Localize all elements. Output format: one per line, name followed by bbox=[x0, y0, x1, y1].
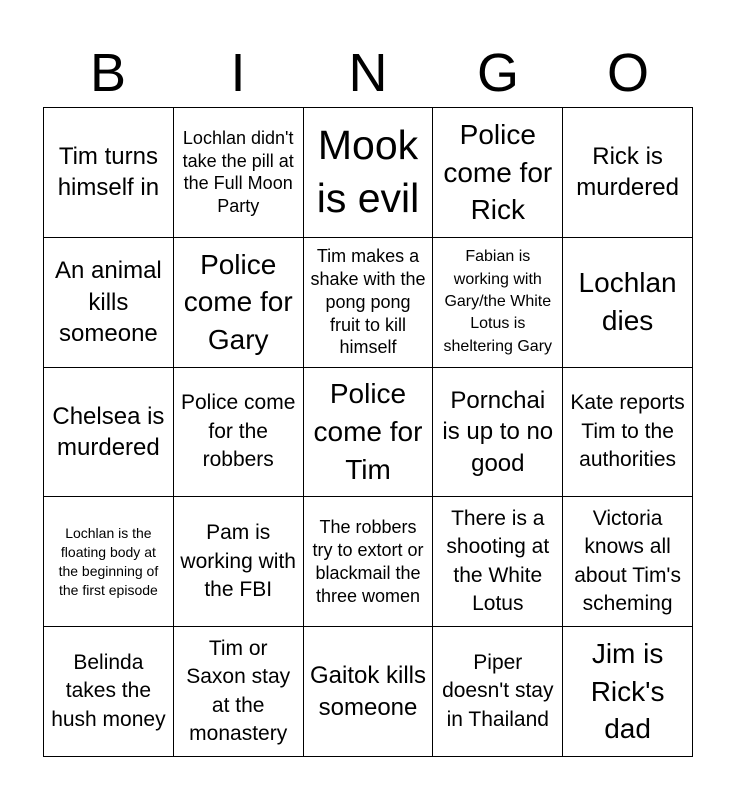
bingo-cell[interactable]: Pornchai is up to no good bbox=[433, 368, 563, 498]
bingo-cell[interactable]: Gaitok kills someone bbox=[304, 627, 434, 757]
header-letter-g: G bbox=[476, 43, 519, 103]
header-letter-o: O bbox=[606, 43, 649, 103]
bingo-cell[interactable]: Police come for Tim bbox=[304, 368, 434, 498]
header-letter-n: N bbox=[348, 43, 388, 103]
bingo-cell[interactable]: Police come for Gary bbox=[174, 238, 304, 368]
bingo-cell[interactable]: Belinda takes the hush money bbox=[44, 627, 174, 757]
bingo-cell[interactable]: Jim is Rick's dad bbox=[563, 627, 693, 757]
bingo-cell[interactable]: Lochlan dies bbox=[563, 238, 693, 368]
bingo-cell[interactable]: Pam is working with the FBI bbox=[174, 497, 304, 627]
bingo-cell[interactable]: Piper doesn't stay in Thailand bbox=[433, 627, 563, 757]
bingo-cell[interactable]: Lochlan didn't take the pill at the Full Moon Party bbox=[174, 108, 304, 238]
header-letter-b: B bbox=[89, 43, 127, 103]
bingo-cell[interactable]: Chelsea is murdered bbox=[44, 368, 174, 498]
bingo-cell[interactable]: Rick is murdered bbox=[563, 108, 693, 238]
bingo-cell[interactable]: Fabian is working with Gary/the White Lotus is sheltering Gary bbox=[433, 238, 563, 368]
bingo-cell[interactable]: An animal kills someone bbox=[44, 238, 174, 368]
bingo-cell[interactable]: Mook is evil bbox=[304, 108, 434, 238]
bingo-cell[interactable]: Tim or Saxon stay at the monastery bbox=[174, 627, 304, 757]
bingo-header bbox=[43, 40, 693, 106]
bingo-cell[interactable]: Victoria knows all about Tim's scheming bbox=[563, 497, 693, 627]
bingo-cell[interactable]: The robbers try to extort or blackmail the three women bbox=[304, 497, 434, 627]
bingo-cell[interactable]: Kate reports Tim to the authorities bbox=[563, 368, 693, 498]
header-letter-i: I bbox=[230, 43, 246, 103]
bingo-cell[interactable]: Tim makes a shake with the pong pong fruit to kill himself bbox=[304, 238, 434, 368]
bingo-cell[interactable]: Police come for Rick bbox=[433, 108, 563, 238]
bingo-board bbox=[43, 107, 693, 757]
bingo-cell[interactable]: Lochlan is the floating body at the beginning of the first episode bbox=[44, 497, 174, 627]
bingo-cell[interactable]: There is a shooting at the White Lotus bbox=[433, 497, 563, 627]
bingo-cell[interactable]: Tim turns himself in bbox=[44, 108, 174, 238]
bingo-cell[interactable]: Police come for the robbers bbox=[174, 368, 304, 498]
